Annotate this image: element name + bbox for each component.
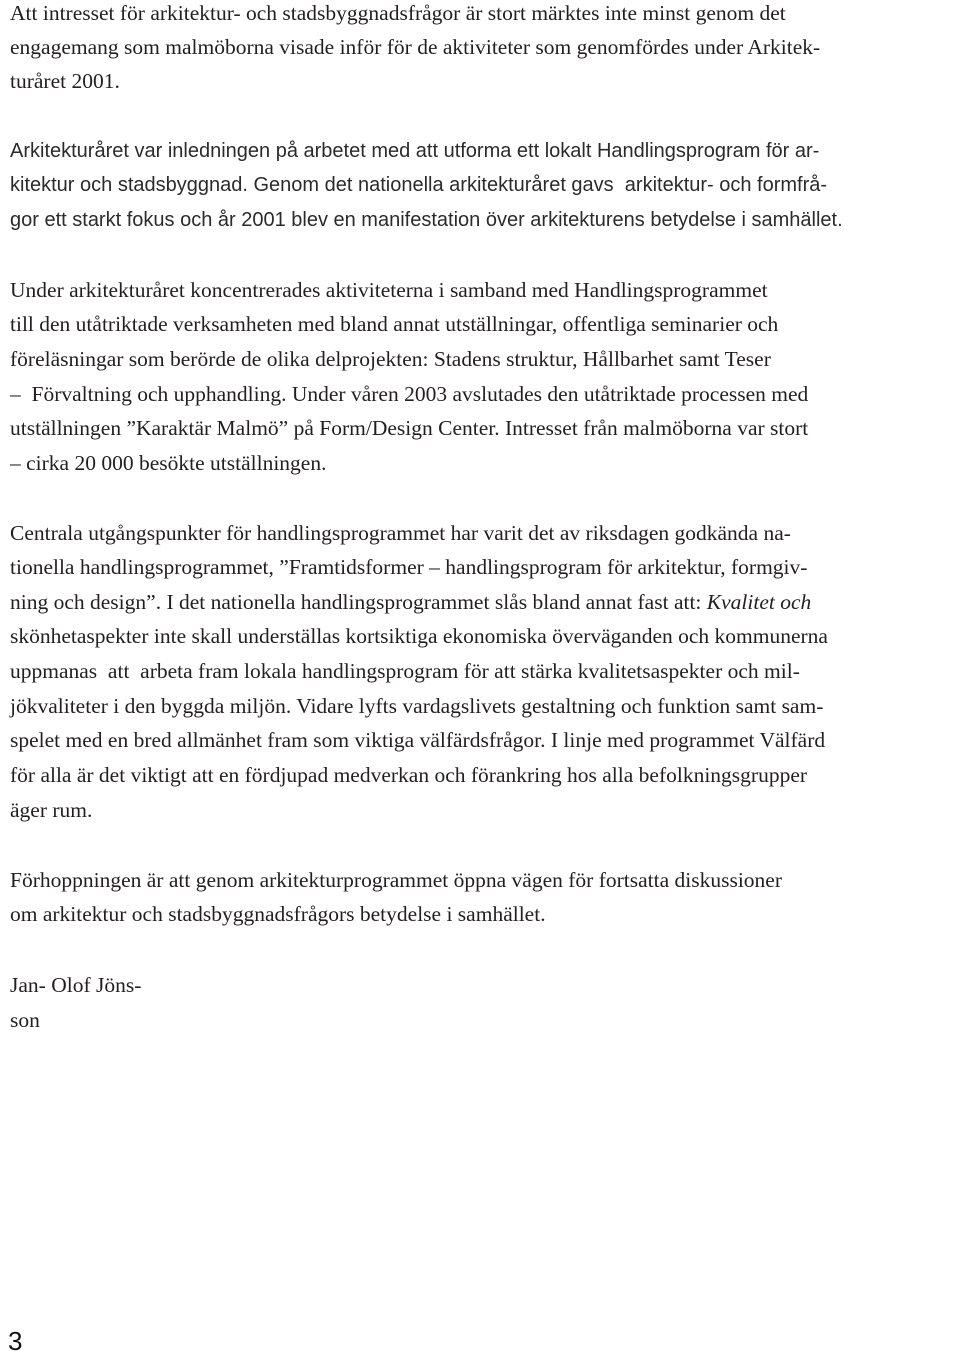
paragraph-line: – cirka 20 000 besökte utställningen.	[10, 451, 327, 475]
paragraph-line: Att intresset för arkitektur- och stadsbyggnadsfrågor är stort märktes inte minst genom det	[10, 1, 786, 25]
italic-phrase: Kvalitet och	[706, 590, 812, 614]
paragraph-line: spelet med en bred allmänhet fram som viktiga välfärdsfrågor. I linje med programmet Välfärd	[10, 728, 826, 752]
paragraph-line: till den utåtriktade verksamheten med bland annat utställningar, offentliga seminarier och	[10, 312, 779, 336]
paragraph-line: föreläsningar som berörde de olika delprojekten: Stadens struktur, Hållbarhet samt Teser	[10, 347, 771, 371]
paragraph-line: Förhoppningen är att genom arkitekturprogrammet öppna vägen för fortsatta diskussioner	[10, 868, 783, 892]
paragraph-line: turåret 2001.	[10, 69, 120, 93]
paragraph-line: om arkitektur och stadsbyggnadsfrågors betydelse i samhället.	[10, 902, 546, 926]
signature-line: Jan- Olof Jöns-	[10, 973, 142, 997]
paragraph-line: för alla är det viktigt att en fördjupad medverkan och förankring hos alla befolkningsgrupper	[10, 763, 808, 787]
paragraph-line: skönhetaspekter inte skall underställas kortsiktiga ekonomiska överväganden och kommunerna	[10, 624, 828, 648]
signature-line: son	[10, 1008, 40, 1032]
paragraph-line: uppmanas att arbeta fram lokala handlingsprogram för att stärka kvalitetsaspekter och mil-	[10, 659, 800, 683]
paragraph-line: Centrala utgångspunkter för handlingsprogrammet har varit det av riksdagen godkända na-	[10, 521, 791, 545]
paragraph-line: gor ett starkt fokus och år 2001 blev en manifestation över arkitekturens betydelse i samhället.	[10, 209, 843, 231]
page-number: 3	[8, 1326, 23, 1356]
paragraph-line: kitektur och stadsbyggnad. Genom det nationella arkitekturåret gavs arkitektur- och formfrå-	[10, 174, 828, 196]
paragraph-line: Arkitekturåret var inledningen på arbetet med att utforma ett lokalt Handlingsprogram för ar-	[10, 140, 820, 162]
paragraph-line: ning och design”. I det nationella handlingsprogrammet slås bland annat fast att: Kvalitet och	[10, 590, 812, 614]
paragraph-line: tionella handlingsprogrammet, ”Framtidsformer – handlingsprogram för arkitektur, formgiv-	[10, 555, 808, 579]
paragraph-line: jökvaliteter i den byggda miljön. Vidare lyfts vardagslivets gestaltning och funktion samt sam-	[10, 694, 824, 718]
paragraph-line: – Förvaltning och upphandling. Under våren 2003 avslutades den utåtriktade processen med	[10, 382, 809, 406]
paragraph-line: äger rum.	[10, 798, 93, 822]
paragraph-line: utställningen ”Karaktär Malmö” på Form/Design Center. Intresset från malmöborna var stort	[10, 416, 809, 440]
paragraph-line: Under arkitekturåret koncentrerades aktiviteterna i samband med Handlingsprogrammet	[10, 278, 768, 302]
paragraph-line: engagemang som malmöborna visade inför för de aktiviteter som genomfördes under Arkitek-	[10, 35, 821, 59]
